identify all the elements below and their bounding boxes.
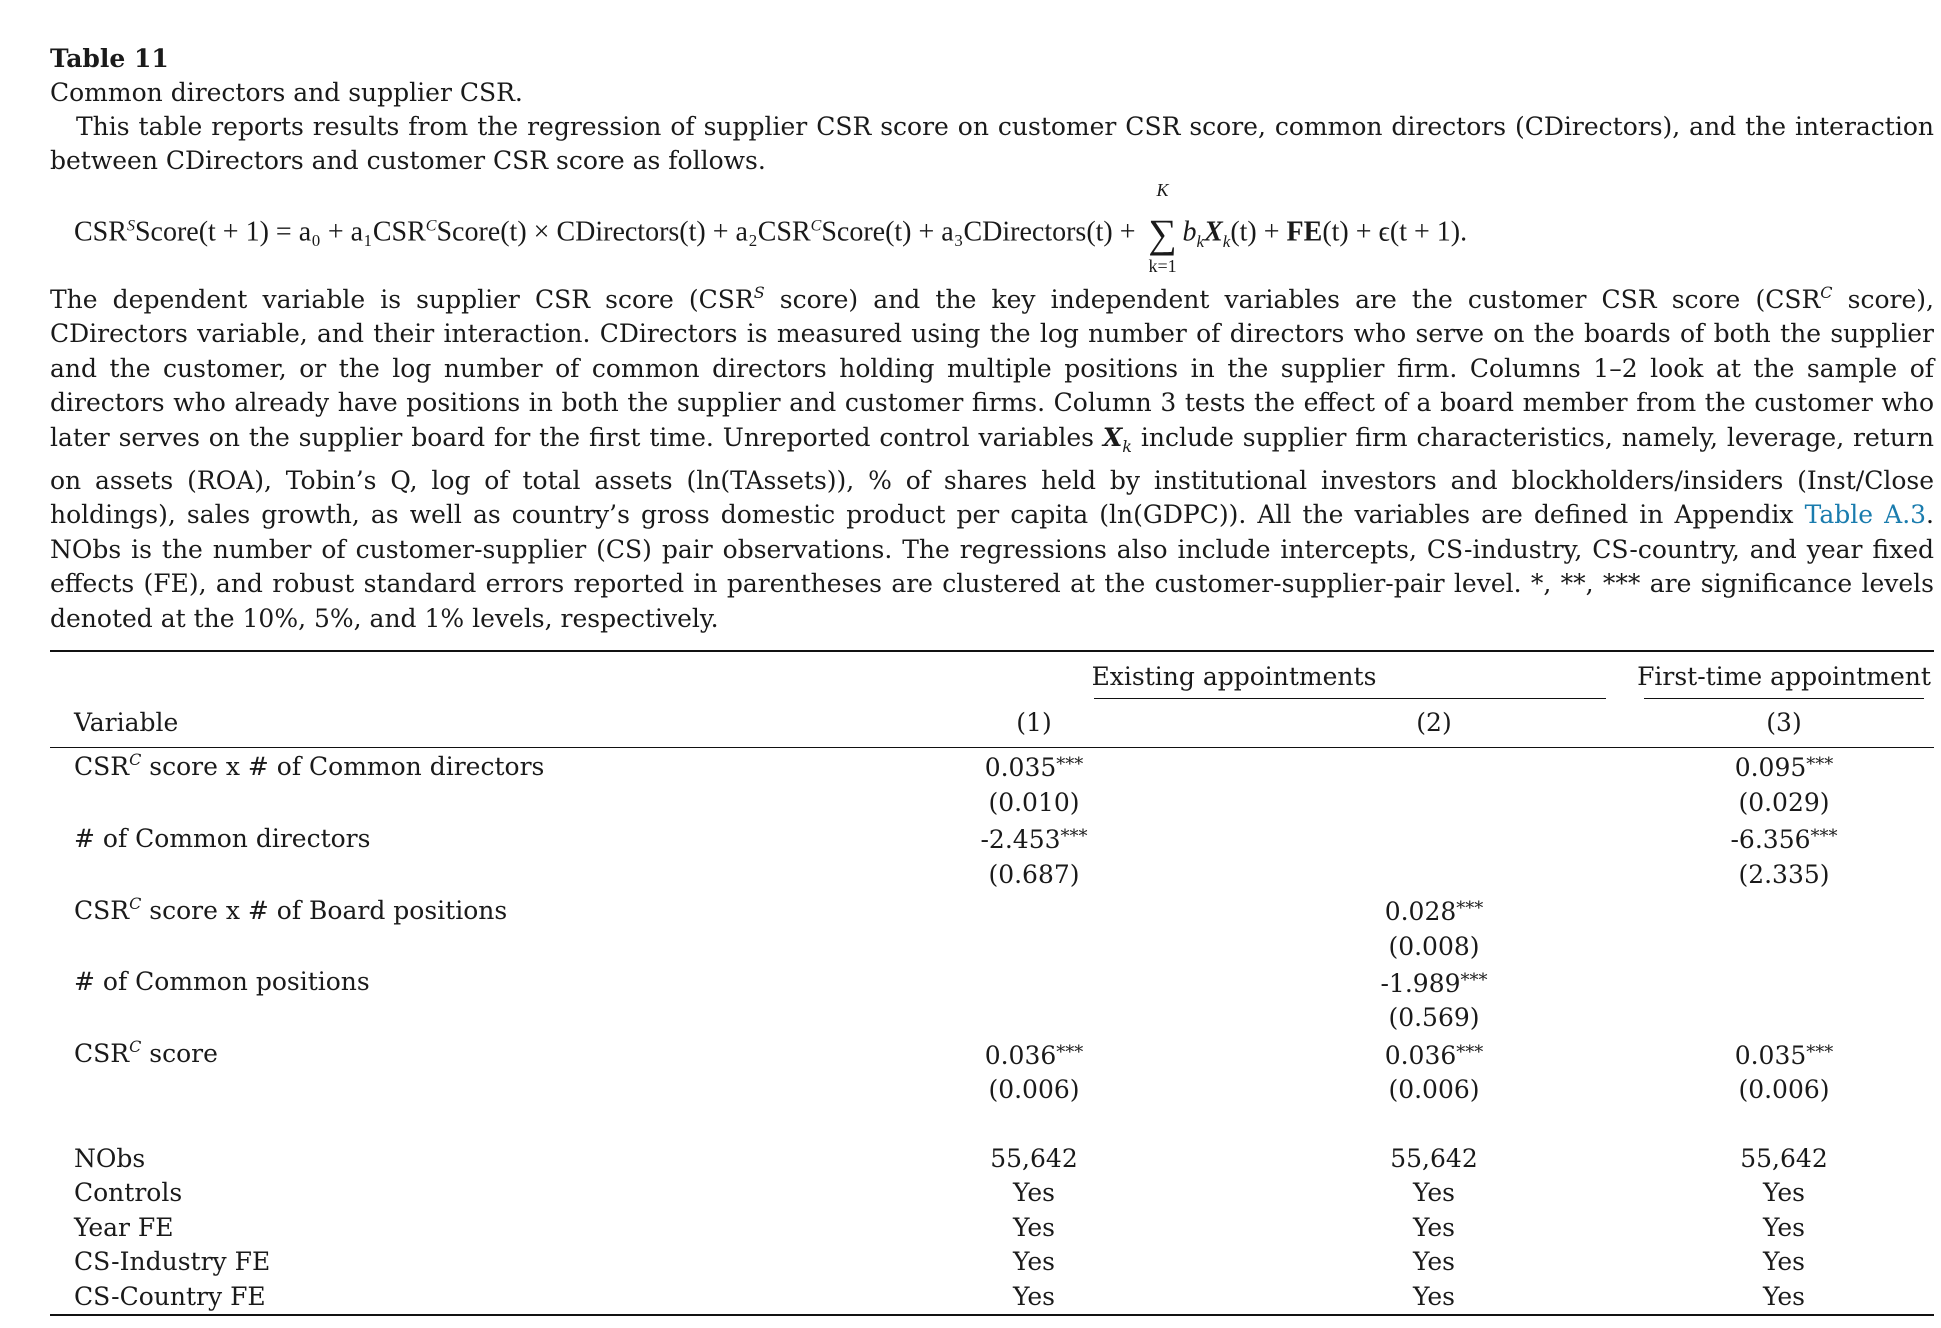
cell-col2 — [1234, 1036, 1634, 1073]
cell-col2-value: (0.006) — [1388, 1075, 1480, 1105]
cell-col3-stars: *** — [1806, 1041, 1834, 1063]
desc-part1: The dependent variable is supplier CSR score (CSR — [50, 285, 754, 314]
row-label-b: score — [141, 1039, 218, 1069]
cell-col2-value: -1.989 — [1380, 968, 1461, 998]
footer-col3: Yes — [1763, 1247, 1805, 1277]
cell-col3 — [1634, 786, 1934, 820]
footer-label: Year FE — [74, 1212, 174, 1242]
description-paragraph — [50, 283, 1934, 636]
footer-col2: Yes — [1413, 1212, 1455, 1242]
row-label — [50, 964, 834, 1001]
row-label — [50, 858, 834, 892]
row-label-b: score x # of Common directors — [141, 751, 545, 781]
eq-term1-rest: Score(t) × CDirectors(t) + a₂CSR — [436, 216, 811, 248]
group-existing-label: Existing appointments — [1091, 662, 1377, 692]
cell-col1-stars: *** — [1056, 754, 1084, 776]
eq-tail-t: (t) + — [1230, 216, 1280, 248]
eq-X-sub: k — [1222, 232, 1231, 252]
cell-col3-value: (0.006) — [1738, 1075, 1830, 1105]
intro-paragraph: This table reports results from the regression of supplier CSR score on customer CSR score, common directors (CDirectors), and the interaction between CDirectors and customer CSR score as follows. — [50, 112, 1934, 175]
row-label — [50, 1036, 834, 1073]
cell-col2 — [1234, 892, 1634, 929]
row-label-sup: C — [129, 749, 142, 769]
cell-col1 — [834, 892, 1234, 929]
table-row — [50, 858, 1934, 892]
row-label — [50, 892, 834, 929]
eq-lhs-sup: S — [126, 217, 135, 235]
eq-term1-sup: C — [425, 217, 437, 235]
footer-row — [50, 1280, 1934, 1315]
regression-equation — [50, 178, 1934, 283]
table-row — [50, 748, 1934, 786]
row-label — [50, 1001, 834, 1035]
cell-col3-stars: *** — [1806, 754, 1834, 776]
col3-header: (3) — [1766, 708, 1802, 738]
row-label — [50, 930, 834, 964]
table-row — [50, 1036, 1934, 1073]
table-block — [50, 42, 1934, 1316]
col1-header: (1) — [1016, 708, 1052, 738]
eq-sum-symbol: ∑ — [1148, 211, 1177, 256]
desc-sup1: S — [753, 283, 765, 302]
appendix-table-link[interactable]: Table A.3 — [1804, 500, 1927, 530]
cell-col3 — [1634, 964, 1934, 1001]
spacer-row — [50, 1108, 1934, 1142]
cell-col3-value: 0.035 — [1734, 1040, 1807, 1070]
cell-col3 — [1634, 820, 1934, 857]
eq-sum-lower: k=1 — [1148, 256, 1177, 276]
footer-label: NObs — [74, 1143, 146, 1173]
table-caption: Common directors and supplier CSR. — [50, 78, 523, 107]
row-label — [50, 748, 834, 786]
desc-xk-sub: k — [1122, 436, 1132, 456]
cell-col3 — [1634, 1036, 1934, 1073]
table-row — [50, 1073, 1934, 1107]
cell-col3-value: (2.335) — [1738, 859, 1830, 889]
footer-col1: Yes — [834, 1280, 1234, 1315]
cell-col1 — [834, 1073, 1234, 1107]
footer-col2: 55,642 — [1390, 1143, 1478, 1173]
cell-col1 — [834, 820, 1234, 857]
column-header-row — [50, 699, 1934, 748]
row-label — [50, 786, 834, 820]
eq-b: b — [1182, 216, 1197, 248]
row-label-a: # of Common positions — [74, 967, 370, 997]
cell-col2-value: (0.008) — [1388, 931, 1480, 961]
table-row — [50, 786, 1934, 820]
row-label-a: CSR — [74, 1039, 130, 1069]
cell-col1-value: (0.687) — [988, 859, 1080, 889]
footer-col3: Yes — [1634, 1280, 1934, 1315]
desc-part4: include supplier firm characteristics, namely, leverage, return on assets (ROA), Tobin’s Q, log of total assets (ln(TAssets)), % of shares held by institutional investors and blockholders/insiders (Inst/Close holdings), sales growth, as well as country’s gross domestic product per capita (ln(GDPC)). All the variables are defined in Appendix — [50, 422, 1934, 530]
cell-col3-value: -6.356 — [1730, 825, 1811, 855]
table-row — [50, 964, 1934, 1001]
cell-col3-stars: *** — [1810, 826, 1838, 848]
desc-part3: score), CDirectors variable, and their interaction. CDirectors is measured using the log number of directors who serve on the boards of both the supplier and the customer, or the log number of common directors holding multiple positions in the supplier firm. Columns 1–2 look at the sample of directors who already have positions in both the supplier and customer firms. Column 3 tests the effect of a board member from the customer who later serves on the supplier board for the first time. Unreported control variables — [50, 285, 1934, 452]
cell-col2 — [1234, 748, 1634, 786]
cell-col2 — [1234, 786, 1634, 820]
cell-col1 — [834, 964, 1234, 1001]
cell-col2 — [1234, 820, 1634, 857]
eq-b-sub: k — [1196, 232, 1205, 252]
footer-col1: 55,642 — [990, 1143, 1078, 1173]
cell-col1 — [834, 748, 1234, 786]
cell-col1-value: (0.006) — [988, 1075, 1080, 1105]
cell-col1-value: 0.036 — [984, 1040, 1057, 1070]
row-label-sup: C — [129, 893, 142, 913]
cell-col2 — [1234, 1073, 1634, 1107]
table-label: Table 11 — [50, 44, 169, 73]
eq-lhs: CSR — [74, 216, 127, 248]
row-label-b: score x # of Board positions — [141, 895, 508, 925]
desc-xk: X — [1102, 422, 1123, 452]
footer-col1: Yes — [1013, 1247, 1055, 1277]
row-label-a: CSR — [74, 751, 130, 781]
table-row — [50, 820, 1934, 857]
eq-tail-end: (t) + ϵ(t + 1). — [1322, 216, 1468, 248]
footer-col3: Yes — [1763, 1212, 1805, 1242]
cell-col1-value: 0.035 — [984, 753, 1057, 783]
footer-row — [50, 1245, 1934, 1279]
cell-col2 — [1234, 858, 1634, 892]
row-label — [50, 1073, 834, 1107]
footer-col2: Yes — [1413, 1178, 1455, 1208]
cell-col1 — [834, 786, 1234, 820]
footer-row — [50, 1211, 1934, 1245]
eq-lhs-rest: Score(t + 1) = a₀ + a₁CSR — [134, 216, 426, 248]
footer-label: Controls — [74, 1178, 183, 1208]
cell-col2-stars: *** — [1456, 898, 1484, 920]
cell-col3 — [1634, 1073, 1934, 1107]
eq-sum — [1143, 180, 1183, 276]
desc-part5: . NObs is the number of customer-supplier (CS) pair observations. The regressions also include intercepts, CS-industry, CS-country, and year fixed effects (FE), and robust standard errors reported in parentheses are clustered at the customer-supplier-pair level. *, **, *** are significance levels denoted at the 10%, 5%, and 1% levels, respectively. — [50, 500, 1934, 633]
desc-part2: score) and the key independent variables are the customer CSR score (CSR — [764, 285, 1821, 314]
row-label — [50, 820, 834, 857]
eq-FE: FE — [1286, 216, 1323, 248]
cell-col3 — [1634, 858, 1934, 892]
cell-col3-value: 0.095 — [1734, 753, 1807, 783]
eq-X: X — [1204, 216, 1223, 248]
row-label-sup: C — [129, 1037, 142, 1057]
footer-col1: Yes — [1013, 1178, 1055, 1208]
footer-label: CS-Industry FE — [74, 1247, 271, 1277]
footer-col3: 55,642 — [1740, 1143, 1828, 1173]
cell-col1 — [834, 858, 1234, 892]
cell-col1-value: -2.453 — [980, 825, 1061, 855]
row-label-a: CSR — [74, 895, 130, 925]
cell-col3 — [1634, 930, 1934, 964]
group-header-row — [50, 651, 1934, 699]
footer-col2: Yes — [1234, 1280, 1634, 1315]
cell-col1-stars: *** — [1056, 1041, 1084, 1063]
footer-row — [50, 1176, 1934, 1210]
eq-term2-sup: C — [810, 217, 822, 235]
cell-col1 — [834, 930, 1234, 964]
cell-col2-stars: *** — [1460, 969, 1488, 991]
cell-col3-value: (0.029) — [1738, 787, 1830, 817]
cell-col1-stars: *** — [1060, 826, 1088, 848]
cell-col2-value: (0.569) — [1388, 1003, 1480, 1033]
results-table — [50, 650, 1934, 1316]
desc-sup2: C — [1820, 283, 1833, 302]
table-row — [50, 930, 1934, 964]
cell-col2 — [1234, 964, 1634, 1001]
cell-col1 — [834, 1036, 1234, 1073]
table-row — [50, 892, 1934, 929]
cell-col2 — [1234, 1001, 1634, 1035]
cell-col1 — [834, 1001, 1234, 1035]
col2-header: (2) — [1416, 708, 1452, 738]
footer-row — [50, 1142, 1934, 1176]
footer-col2: Yes — [1413, 1247, 1455, 1277]
var-header: Variable — [74, 708, 179, 738]
eq-sum-upper: K — [1156, 180, 1169, 200]
cell-col3 — [1634, 748, 1934, 786]
footer-col1: Yes — [1013, 1212, 1055, 1242]
eq-term2-rest: Score(t) + a₃CDirectors(t) + — [821, 216, 1136, 248]
row-label-a: # of Common directors — [74, 823, 371, 853]
cell-col2-value: 0.028 — [1384, 897, 1457, 927]
footer-label: CS-Country FE — [50, 1280, 834, 1315]
cell-col2-stars: *** — [1456, 1041, 1484, 1063]
cell-col1-value: (0.010) — [988, 787, 1080, 817]
cell-col3 — [1634, 1001, 1934, 1035]
cell-col2 — [1234, 930, 1634, 964]
cell-col3 — [1634, 892, 1934, 929]
footer-col3: Yes — [1763, 1178, 1805, 1208]
group-firsttime-label: First-time appointment — [1637, 662, 1931, 692]
table-row — [50, 1001, 1934, 1035]
cell-col2-value: 0.036 — [1384, 1040, 1457, 1070]
